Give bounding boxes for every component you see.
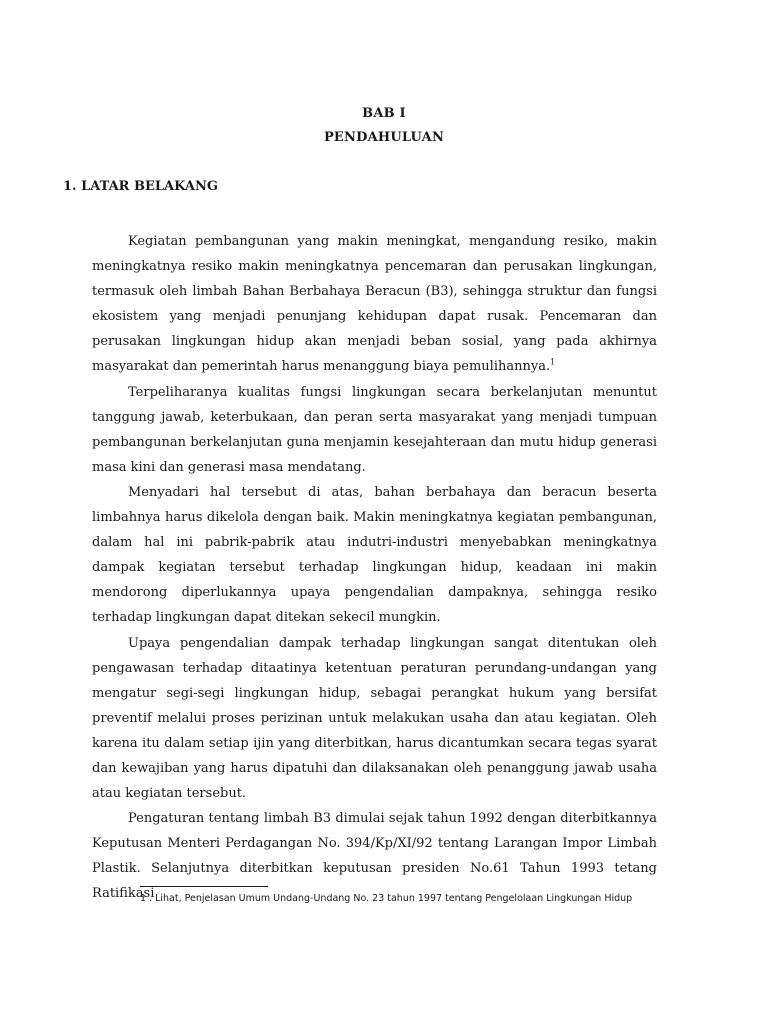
chapter-title: PENDAHULUAN (323, 130, 445, 145)
paragraph (92, 480, 657, 631)
footnote: 1 . Lihat, Penjelasan Umum Undang-Undang No. 23 tahun 1997 tentang Pengelolaan Lingkungan Hidup (140, 893, 633, 904)
section-heading: 1. LATAR BELAKANG (63, 179, 218, 194)
footnote-divider (140, 886, 268, 887)
paragraph (92, 229, 657, 380)
paragraph-text: Terpeliharanya kualitas fungsi lingkungan secara berkelanjutan menuntut tanggung jawab, keterbukaan, dan peran serta masyarakat yang menjadi tumpuan pembangunan berkelanjutan guna menjamin kesejahteraan dan mutu hidup generasi masa kini dan generasi masa mendatang. (92, 384, 657, 475)
paragraph-text: Pengaturan tentang limbah B3 dimulai sejak tahun 1992 dengan diterbitkannya Keputusan Menteri Perdagangan No. 394/Kp/XI/92 tentang Larangan Impor Limbah Plastik. Selanjutnya diterbitkan keputusan presiden No.61 Tahun 1993 tetang Ratifikasi (92, 811, 657, 902)
chapter-number: BAB I (362, 106, 406, 121)
paragraph (92, 631, 657, 807)
footnote-reference: 1 (550, 358, 556, 368)
paragraph-text: Kegiatan pembangunan yang makin meningkat, mengandung resiko, makin meningkatnya resiko makin meningkatnya pencemaran dan perusakan lingkungan, termasuk oleh limbah Bahan Berbahaya Beracun (B3), sehingga struktur dan fungsi ekosistem yang menjadi penunjang kehidupan dapat rusak. Pencemaran dan perusakan lingkungan hidup akan menjadi beban sosial, yang pada akhirnya masyarakat dan pemerintah harus menanggung biaya pemulihannya. (92, 234, 657, 375)
paragraph (92, 380, 657, 480)
body-text (92, 229, 657, 907)
paragraph-text: Menyadari hal tersebut di atas, bahan berbahaya dan beracun beserta limbahnya harus dikelola dengan baik. Makin meningkatnya kegiatan pembangunan, dalam hal ini pabrik-pabrik atau indutri-industri menyebabkan meningkatnya dampak kegiatan tersebut terhadap lingkungan hidup, keadaan ini makin mendorong diperlukannya upaya pengendalian dampaknya, sehingga resiko terhadap lingkungan dapat ditekan sekecil mungkin. (92, 484, 657, 626)
paragraph-text: Upaya pengendalian dampak terhadap lingkungan sangat ditentukan oleh pengawasan terhadap ditaatinya ketentuan peraturan perundang-undangan yang mengatur segi-segi lingkungan hidup, sebagai perangkat hukum yang bersifat preventif melalui proses perizinan untuk melakukan usaha dan atau kegiatan. Oleh karena itu dalam setiap ijin yang diterbitkan, harus dicantumkan secara tegas syarat dan kewajiban yang harus dipatuhi dan dilaksanakan oleh penanggung jawab usaha atau kegiatan tersebut. (92, 635, 657, 802)
